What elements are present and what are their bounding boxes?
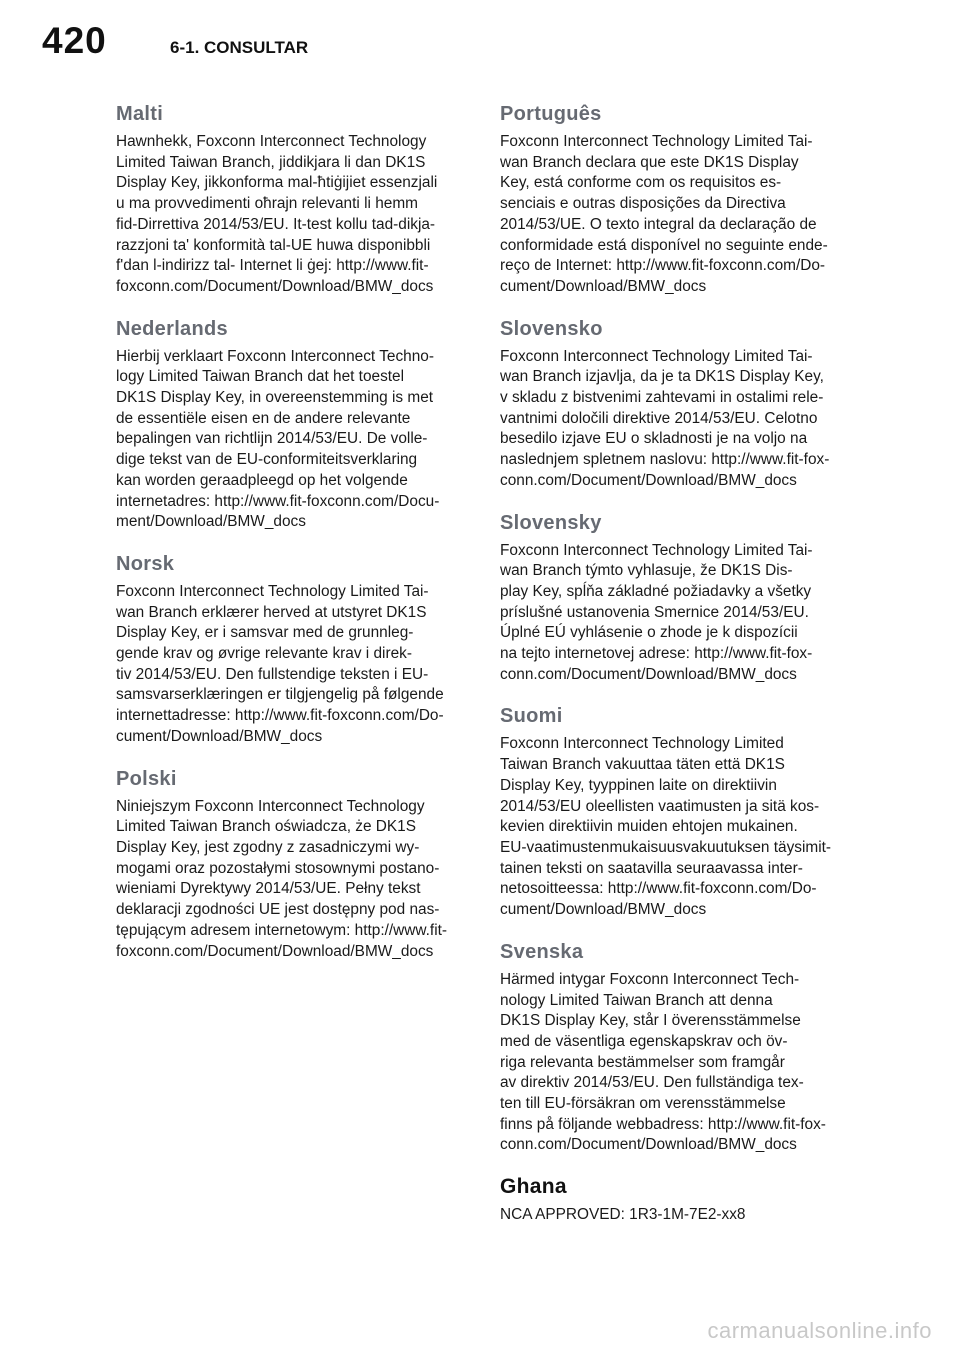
declaration-line: cument/Download/BMW_docs <box>116 727 323 745</box>
declaration-line: Display Key, er i samsvar med de grunnleg- <box>116 624 414 642</box>
language-heading: Malti <box>116 103 164 125</box>
declaration-line: foxconn.com/Document/Download/BMW_docs <box>116 277 434 295</box>
declaration-line: Hawnhekk, Foxconn Interconnect Technology <box>116 133 427 150</box>
declaration-line: cument/Download/BMW_docs <box>500 901 707 919</box>
declaration-line: fid-Dirrettiva 2014/53/EU. It-test kollu tad-dikja- <box>116 215 436 233</box>
declaration-line: f'dan l-indirizz tal- Internet li ġej: http://www.fit- <box>116 257 429 275</box>
declaration-line: bepalingen van richtlijn 2014/53/EU. De volle- <box>116 430 428 448</box>
language-heading: Português <box>500 103 602 125</box>
declaration-line: conformidade está disponível no seguinte ende- <box>500 236 828 254</box>
declaration-line: Limited Taiwan Branch, jiddikjara li dan DK1S <box>116 153 426 171</box>
declaration-line: riga relevanta bestämmelser som framgår <box>500 1053 785 1071</box>
declaration-line: samsvarserklæringen er tilgjengelig på følgende <box>116 686 444 704</box>
declaration-line: kan worden geraadpleegd op het volgende <box>116 471 408 489</box>
declaration-line: DK1S Display Key, står I överensstämmelse <box>500 1012 801 1030</box>
language-heading: Polski <box>116 767 177 790</box>
declaration-line: razzjoni ta' konformità tal-UE huwa disponibbli <box>116 236 431 254</box>
language-heading: Svenska <box>500 940 584 963</box>
declaration-line: wan Branch týmto vyhlasuje, že DK1S Dis- <box>500 562 793 580</box>
declaration-line: vantnimi določili direktive 2014/53/EU. Celotno <box>500 409 818 427</box>
language-section-svenska <box>500 938 850 1156</box>
watermark: carmanualsonline.info <box>707 1318 932 1343</box>
declaration-line: reço de Internet: http://www.fit-foxconn.com/Do- <box>500 257 826 275</box>
declaration-line: gende krav og øvrige relevante krav i direk- <box>116 645 412 663</box>
declaration-line: Foxconn Interconnect Technology Limited <box>500 735 784 753</box>
declaration-line: Hierbij verklaart Foxconn Interconnect Techno- <box>116 347 434 365</box>
language-section-ghana <box>500 1173 850 1226</box>
declaration-line: wan Branch declara que este DK1S Display <box>500 153 799 171</box>
declaration-line: Display Key, jikkonforma mal-ħtiġijiet essenzjali <box>116 174 438 192</box>
declaration-line: cument/Download/BMW_docs <box>500 277 707 295</box>
declaration-line: internettadresse: http://www.fit-foxconn.com/Do- <box>116 707 444 725</box>
declaration-line: Foxconn Interconnect Technology Limited Tai- <box>500 133 813 150</box>
language-section-polski <box>116 765 468 963</box>
declaration-line: Úplné EÚ vyhlásenie o zhode je k dispozícii <box>500 624 798 642</box>
declaration-line: finns på följande webbadress: http://www.fit-fox- <box>500 1115 826 1133</box>
declaration-line: EU-vaatimustenmukaisuusvakuutuksen täysimit- <box>500 838 832 856</box>
language-heading: Slovensko <box>500 317 603 340</box>
declaration-line: wieniami Dyrektywy 2014/53/UE. Pełny tekst <box>116 880 421 898</box>
language-section-norsk <box>116 550 468 748</box>
declaration-line: tiv 2014/53/EU. Den fullstendige teksten i EU- <box>116 665 429 683</box>
declaration-line: príslušné ustanovenia Smernice 2014/53/EU. <box>500 603 809 621</box>
declaration-line: de essentiële eisen en de andere relevante <box>116 409 411 427</box>
language-heading: Suomi <box>500 705 563 728</box>
declaration-line: conn.com/Document/Download/BMW_docs <box>500 665 797 683</box>
declaration-line: wan Branch izjavlja, da je ta DK1S Display Key, <box>500 368 824 386</box>
declaration-line: besedilo izjave EU o skladnosti je na voljo na <box>500 430 808 448</box>
language-section-português <box>500 100 850 298</box>
declaration-line: wan Branch erklærer herved at utstyret DK1S <box>116 603 427 621</box>
page-header <box>0 0 960 76</box>
right-column <box>500 100 850 1243</box>
declaration-line: tainen teksti on saatavilla seuraavassa inter- <box>500 859 803 877</box>
declaration-line: naslednjem spletnem naslovu: http://www.fit-fox- <box>500 451 830 469</box>
declaration-line: u ma provvedimenti oħrajn relevanti li hemm <box>116 195 418 213</box>
language-section-slovensko <box>500 315 850 492</box>
declaration-line: Niniejszym Foxconn Interconnect Technology <box>116 797 425 815</box>
declaration-line: play Key, spĺňa základné požiadavky a všetky <box>500 582 812 600</box>
declaration-line: med de väsentliga egenskapskrav och öv- <box>500 1032 788 1050</box>
declaration-line: av direktiv 2014/53/EU. Den fullständiga tex- <box>500 1074 804 1092</box>
page-number: 420 <box>42 20 107 61</box>
left-column <box>116 100 468 979</box>
declaration-line: Display Key, tyyppinen laite on direktiivin <box>500 776 777 794</box>
declaration-line: kevien direktiivin muiden ehtojen mukainen. <box>500 818 798 836</box>
declaration-line: deklaracji zgodności UE jest dostępny pod nas- <box>116 901 440 919</box>
declaration-line: tępującym adresem internetowym: http://www.fit- <box>116 921 448 939</box>
language-heading: Slovensky <box>500 511 602 534</box>
declaration-line: dige tekst van de EU-conformiteitsverklaring <box>116 451 418 469</box>
declaration-line: internetadres: http://www.fit-foxconn.com/Docu- <box>116 492 440 510</box>
declaration-line: Display Key, jest zgodny z zasadniczymi wy- <box>116 838 420 856</box>
declaration-line: 2014/53/EU oleellisten vaatimusten ja sitä kos- <box>500 797 820 815</box>
language-section-slovensky <box>500 509 850 686</box>
declaration-line: Foxconn Interconnect Technology Limited Tai- <box>116 582 429 600</box>
language-heading: Norsk <box>116 552 175 575</box>
declaration-line: conn.com/Document/Download/BMW_docs <box>500 471 797 489</box>
declaration-line: Foxconn Interconnect Technology Limited Tai- <box>500 541 813 559</box>
language-heading: Ghana <box>500 1175 567 1199</box>
declaration-line: mogami oraz pozostałymi stosownymi postano- <box>116 859 440 877</box>
language-heading: Nederlands <box>116 317 228 340</box>
declaration-line: 2014/53/UE. O texto integral da declaração de <box>500 215 817 233</box>
language-section-malti <box>116 100 468 298</box>
declaration-line: na tejto internetovej adrese: http://www.fit-fox- <box>500 645 813 663</box>
declaration-line: DK1S Display Key, in overeenstemming is met <box>116 389 434 407</box>
declaration-line: logy Limited Taiwan Branch dat het toestel <box>116 368 405 386</box>
declaration-line: foxconn.com/Document/Download/BMW_docs <box>116 942 434 960</box>
declaration-line: senciais e outras disposições da Directiva <box>500 195 786 213</box>
declaration-line: ment/Download/BMW_docs <box>116 513 306 531</box>
language-section-suomi <box>500 702 850 920</box>
language-section-nederlands <box>116 315 468 533</box>
section-title: 6-1. CONSULTAR <box>170 38 309 57</box>
declaration-line: conn.com/Document/Download/BMW_docs <box>500 1136 797 1154</box>
declaration-line: Foxconn Interconnect Technology Limited Tai- <box>500 347 813 365</box>
declaration-line: NCA APPROVED: 1R3-1M-7E2-xx8 <box>500 1206 746 1224</box>
declaration-line: nology Limited Taiwan Branch att denna <box>500 991 773 1009</box>
declaration-line: Taiwan Branch vakuuttaa täten että DK1S <box>500 756 785 774</box>
declaration-line: netosoitteessa: http://www.fit-foxconn.com/Do- <box>500 880 817 898</box>
declaration-line: Key, está conforme com os requisitos es- <box>500 174 782 192</box>
declaration-line: v skladu z bistvenimi zahtevami in ostalimi rele- <box>500 389 824 407</box>
declaration-line: ten till EU-försäkran om verensstämmelse <box>500 1095 786 1113</box>
declaration-line: Härmed intygar Foxconn Interconnect Tech- <box>500 970 800 988</box>
declaration-line: Limited Taiwan Branch oświadcza, że DK1S <box>116 818 416 836</box>
